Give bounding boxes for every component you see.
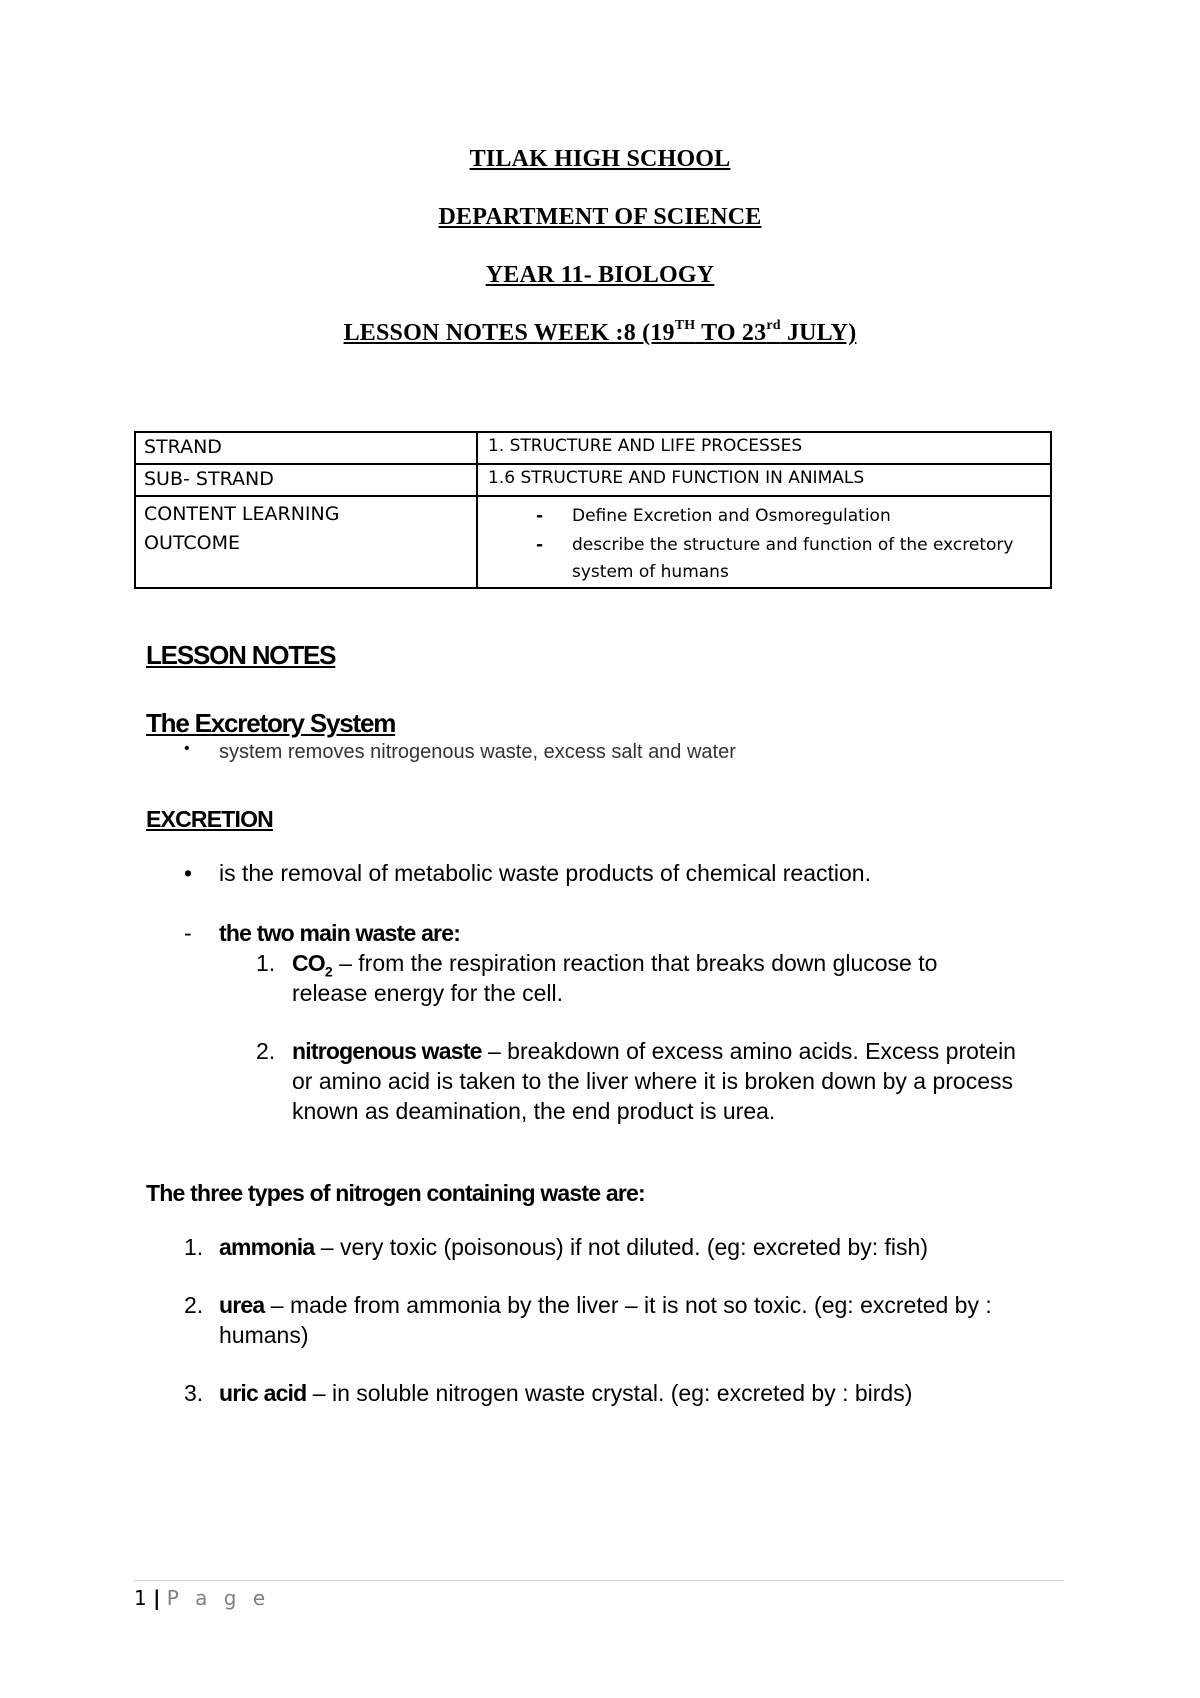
item1-line-2: release energy for the cell.	[292, 980, 564, 1006]
outcome-2a: describe the structure and function of the excretory	[572, 535, 1014, 555]
item-number: 2.	[256, 1038, 276, 1064]
page-label: P a g e	[166, 1586, 271, 1610]
item2-term: nitrogenous waste	[292, 1038, 482, 1064]
outcome-label-line-2: OUTCOME	[144, 532, 240, 554]
strand-label: STRAND	[135, 432, 477, 464]
outcome-value	[477, 496, 1051, 588]
item2-text-a: – breakdown of excess amino acids. Excess protein	[481, 1038, 1016, 1064]
item-number: 1.	[256, 950, 276, 976]
table-row	[135, 432, 1051, 464]
lesson-week-part-1: LESSON NOTES WEEK :8 (19	[343, 320, 675, 346]
lesson-week-sup-2: rd	[766, 318, 781, 333]
excretory-system-heading: The Excretory System	[146, 708, 396, 738]
uric-acid-term: uric acid	[219, 1380, 307, 1406]
urea-text-a: – made from ammonia by the liver – it is not so toxic. (eg: excreted by :	[264, 1292, 992, 1318]
ammonia-term: ammonia	[219, 1234, 315, 1260]
school-name: TILAK HIGH SCHOOL	[469, 146, 731, 172]
dash-marker: -	[536, 535, 544, 555]
page-footer	[134, 1586, 270, 1610]
lesson-notes-title: LESSON NOTES	[146, 640, 336, 670]
substrand-value: 1.6 STRUCTURE AND FUNCTION IN ANIMALS	[477, 464, 1051, 496]
item1-line-1	[292, 950, 937, 980]
uric-acid-text: – in soluble nitrogen waste crystal. (eg: excreted by : birds)	[306, 1380, 913, 1406]
item1-term: CO	[292, 950, 325, 976]
type-uric-acid	[219, 1380, 912, 1407]
item-number: 1.	[184, 1234, 204, 1260]
list-item	[488, 502, 1050, 531]
strand-value: 1. STRUCTURE AND LIFE PROCESSES	[477, 432, 1051, 464]
dash-marker: -	[184, 920, 192, 946]
type-urea-line-1	[219, 1292, 992, 1319]
item2-line-3: known as deamination, the end product is urea.	[292, 1098, 776, 1124]
three-types-heading: The three types of nitrogen containing waste are:	[146, 1180, 645, 1206]
table-row	[135, 464, 1051, 496]
department-name: DEPARTMENT OF SCIENCE	[438, 204, 762, 230]
footer-divider	[134, 1580, 1064, 1581]
type-ammonia	[219, 1234, 928, 1261]
table-row	[135, 496, 1051, 588]
item1-subscript: 2	[324, 963, 333, 980]
type-urea-line-2: humans)	[219, 1322, 309, 1348]
item-number: 2.	[184, 1292, 204, 1318]
outcome-2b: system of humans	[572, 562, 729, 582]
item1-text-a: – from the respiration reaction that breaks down glucose to	[332, 950, 938, 976]
outcome-label	[135, 496, 477, 588]
ammonia-text: – very toxic (poisonous) if not diluted. (eg: excreted by: fish)	[314, 1234, 928, 1260]
two-main-waste-label: the two main waste are:	[219, 920, 461, 946]
urea-term: urea	[219, 1292, 265, 1318]
bullet-icon: •	[184, 860, 193, 886]
lesson-week-title	[0, 320, 1200, 347]
item2-line-2: or amino acid is taken to the liver where it is broken down by a process	[292, 1068, 1014, 1094]
outcome-list	[488, 502, 1050, 587]
footer-separator: |	[153, 1586, 161, 1610]
excretion-heading: EXCRETION	[146, 806, 273, 832]
lesson-info-table	[134, 431, 1052, 589]
outcome-1: Define Excretion and Osmoregulation	[572, 506, 891, 526]
lesson-week-part-2: TO 23	[695, 320, 767, 346]
page-number: 1	[134, 1586, 147, 1610]
dash-marker: -	[536, 506, 544, 526]
item-number: 3.	[184, 1380, 204, 1406]
year-subject: YEAR 11- BIOLOGY	[485, 262, 715, 288]
lesson-week-sup-1: TH	[674, 318, 696, 333]
excretion-definition: is the removal of metabolic waste products of chemical reaction.	[219, 860, 871, 886]
list-item	[488, 531, 1050, 560]
substrand-label: SUB- STRAND	[135, 464, 477, 496]
lesson-week-part-3: JULY)	[780, 320, 857, 346]
list-item	[488, 558, 1050, 587]
bullet-icon: •	[184, 740, 190, 757]
outcome-label-line-1: CONTENT LEARNING	[144, 503, 340, 525]
item2-line-1	[292, 1038, 1016, 1065]
excretory-point: system removes nitrogenous waste, excess salt and water	[219, 741, 736, 763]
